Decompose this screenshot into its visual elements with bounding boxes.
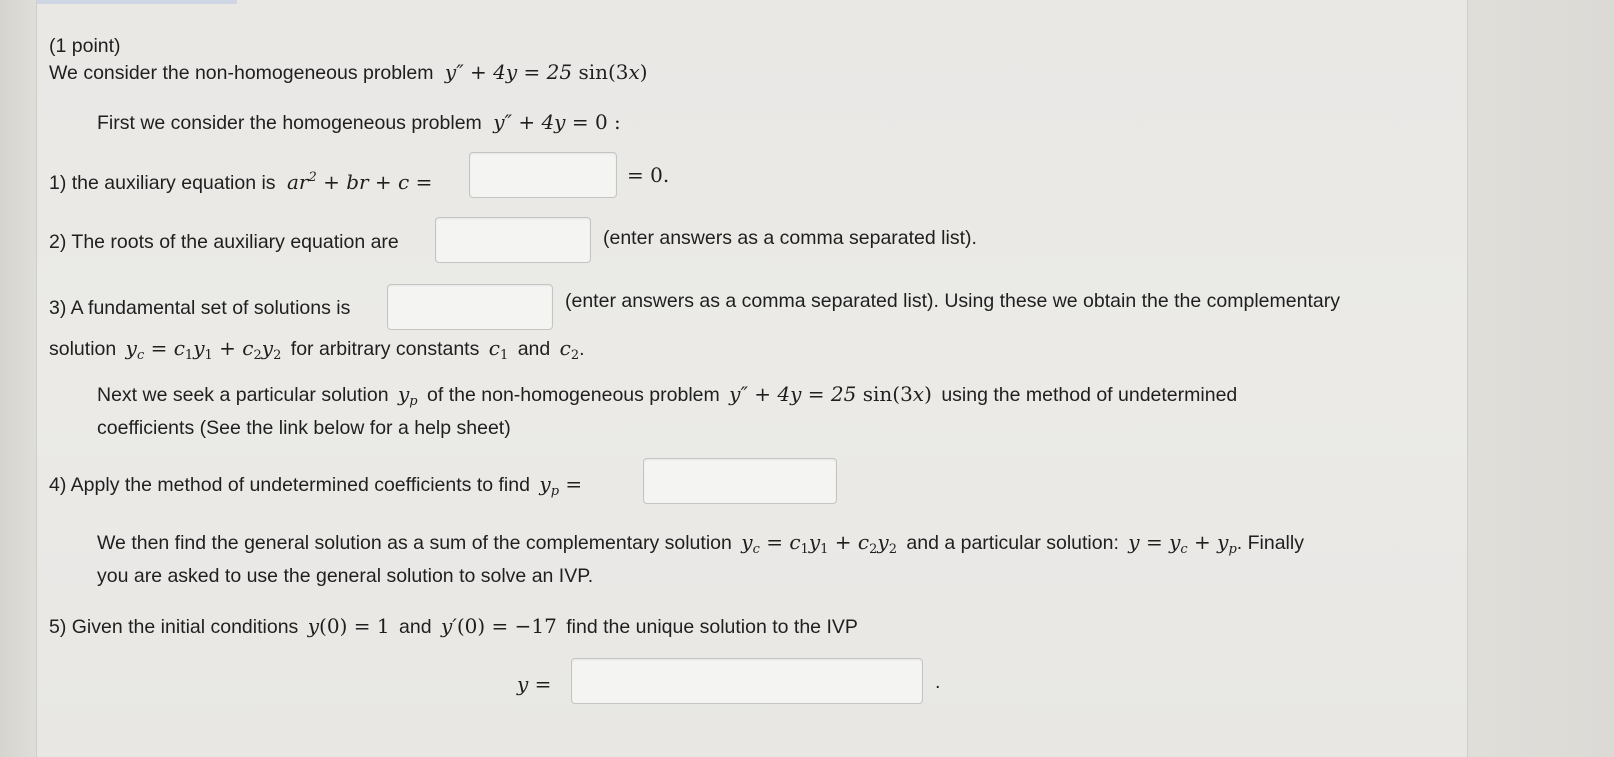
top-accent-bar xyxy=(37,0,237,4)
q2-hint: (enter answers as a comma separated list). xyxy=(603,227,977,249)
q3-hint: (enter answers as a comma separated list). Using these we obtain the the complementary xyxy=(565,290,1340,312)
general-line-2: you are asked to use the general solution to solve an IVP. xyxy=(97,565,594,587)
homogeneous-line: First we consider the homogeneous problem y″ + 4y = 0 : xyxy=(97,110,621,134)
question-2: 2) The roots of the auxiliary equation are xyxy=(49,231,399,253)
question-3: 3) A fundamental set of solutions is xyxy=(49,297,351,319)
q1-suffix: = 0. xyxy=(627,163,670,187)
points-label: (1 point) xyxy=(49,35,121,57)
general-line-1: We then find the general solution as a sum of the complementary solution $y_c = c_1y_1 + c_2y_2$ and a particular solution: $y = y_c + y_p$. Finally xyxy=(97,530,1304,557)
problem-panel xyxy=(36,0,1468,757)
q1-equation: $ar^2$ + br + c = xyxy=(286,170,433,194)
question-5: 5) Given the initial conditions y(0) = 1 and y′(0) = −17 find the unique solution to the IVP xyxy=(49,614,858,638)
final-y-label: y = xyxy=(517,672,552,696)
homogeneous-equation: y″ + 4y = 0 : xyxy=(493,110,621,134)
particular-line-1: Next we seek a particular solution $y_p$ of the non-homogeneous problem y″ + 4y = 25 sin(3x) using the method of undetermined xyxy=(97,382,1238,409)
q1-answer-input[interactable] xyxy=(469,152,617,198)
intro-equation: y″ + 4y = 25 sin(3x) xyxy=(444,60,648,84)
q3-answer-input[interactable] xyxy=(387,284,553,330)
q5-answer-input[interactable] xyxy=(571,658,923,704)
question-1: 1) the auxiliary equation is $ar^2$ + br + c = xyxy=(49,170,433,194)
complementary-equation: $y_c = c_1y_1 + c_2y_2$ xyxy=(125,336,282,363)
q4-answer-input[interactable] xyxy=(643,458,837,504)
particular-line-2: coefficients (See the link below for a help sheet) xyxy=(97,417,511,439)
intro-line: We consider the non-homogeneous problem y″ + 4y = 25 sin(3x) xyxy=(49,60,648,84)
final-suffix: . xyxy=(935,671,941,693)
question-4: 4) Apply the method of undetermined coefficients to find $y_p$ = xyxy=(49,472,583,499)
q3-line-2: solution $y_c = c_1y_1 + c_2y_2$ for arbitrary constants $c_1$ and $c_2$. xyxy=(49,336,585,363)
q2-answer-input[interactable] xyxy=(435,217,591,263)
